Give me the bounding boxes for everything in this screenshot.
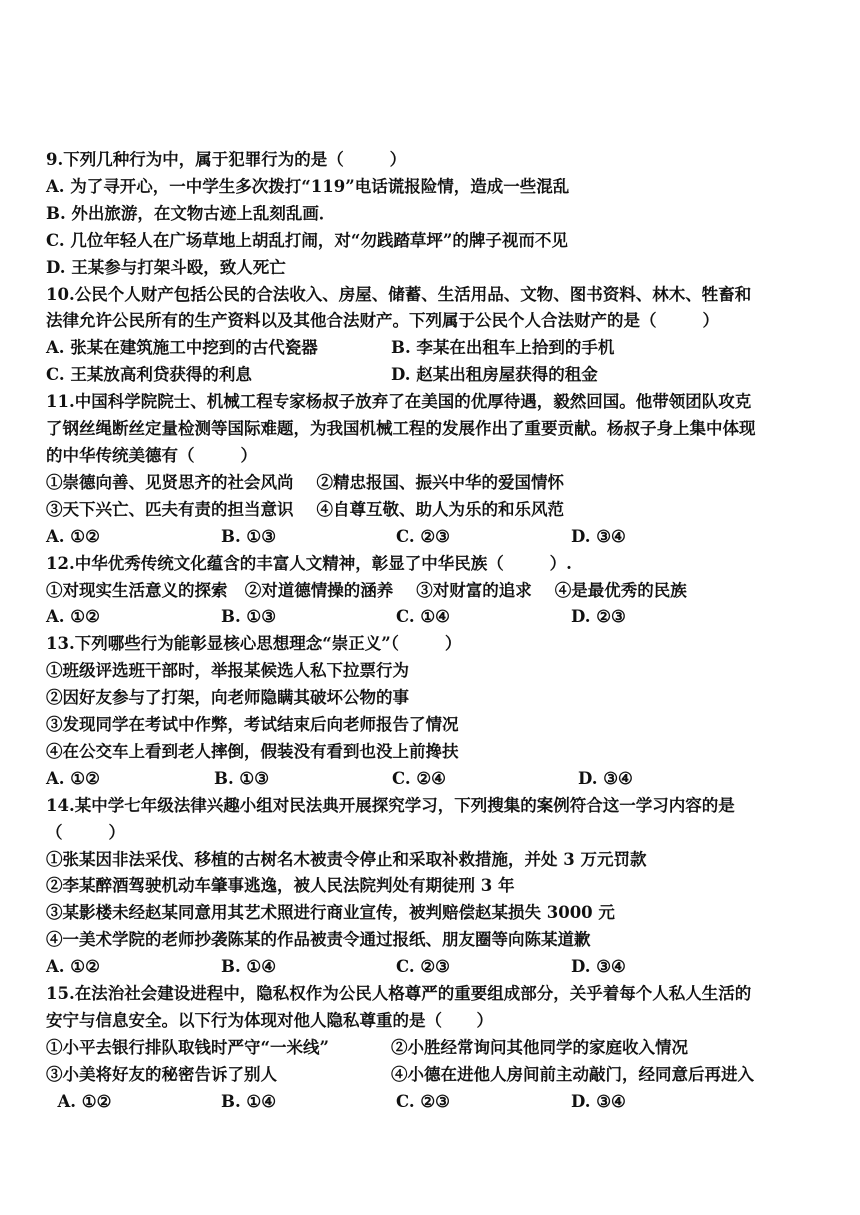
statement-line: ④在公交车上看到老人摔倒，假装没有看到也没上前搀扶 (46, 741, 459, 761)
choice-a: A. ①② (46, 1091, 112, 1111)
choice-d: D. ③④ (578, 768, 633, 788)
choice-d: D. ③④ (571, 957, 626, 977)
question-9 (46, 147, 826, 282)
question-stem: 11.中国科学院院士、机械工程专家杨叔子放弃了在美国的优厚待遇，毅然回国。他带领团队攻克 (46, 392, 752, 412)
statement-line: ①张某因非法采伐、移植的古树名木被责令停止和采取补救措施，并处 3 万元罚款 (46, 849, 647, 869)
choice-row (46, 766, 826, 793)
choice-a: A. ①② (46, 607, 100, 627)
statement-line: ③某影楼未经赵某同意用其艺术照进行商业宣传，被判赔偿赵某损失 3000 元 (46, 903, 615, 923)
question-stem: （ ） (46, 822, 125, 842)
choice-row (46, 524, 826, 551)
statement-1: ①小平去银行排队取钱时严守“一米线” (46, 1037, 329, 1057)
choice-row (46, 1089, 826, 1116)
choice-d: D. ②③ (571, 607, 626, 627)
option-row (46, 335, 826, 362)
choice-a: A. ①② (46, 526, 100, 546)
question-stem: 15.在法治社会建设进程中，隐私权作为公民人格尊严的重要组成部分，关乎着每个人私人生活的 (46, 984, 752, 1004)
question-15 (46, 981, 826, 1116)
statement-row (46, 1035, 826, 1062)
question-14 (46, 793, 826, 981)
statement-2: ②小胜经常询问其他同学的家庭收入情况 (391, 1037, 688, 1057)
choice-a: A. ①② (46, 957, 100, 977)
option-c: C. 几位年轻人在广场草地上胡乱打闹，对“勿践踏草坪”的牌子视而不见 (46, 230, 568, 250)
statement-row (46, 1062, 826, 1089)
choice-row (46, 954, 826, 981)
choice-b: B. ①③ (214, 768, 270, 788)
question-stem: 的中华传统美德有（ ） (46, 445, 257, 465)
question-stem: 10.公民个人财产包括公民的合法收入、房屋、储蓄、生活用品、文物、图书资料、林木、牲畜和 (46, 284, 752, 304)
statement-line: ①崇德向善、见贤思齐的社会风尚 ②精忠报国、振兴中华的爱国情怀 (46, 472, 564, 492)
option-d: D. 赵某出租房屋获得的租金 (391, 365, 598, 385)
question-stem: 12.中华优秀传统文化蕴含的丰富人文精神，彰显了中华民族（ ）. (46, 553, 572, 573)
option-b: B. 李某在出租车上拾到的手机 (391, 338, 615, 358)
choice-b: B. ①④ (221, 957, 277, 977)
statement-line: ②李某醉酒驾驶机动车肇事逃逸，被人民法院判处有期徒刑 3 年 (46, 876, 515, 896)
statement-4: ④小德在进他人房间前主动敲门，经同意后再进入 (391, 1064, 754, 1084)
statement-line: ①班级评选班干部时，举报某候选人私下拉票行为 (46, 661, 409, 681)
statement-line: ②因好友参与了打架，向老师隐瞒其破坏公物的事 (46, 688, 409, 708)
option-a: A. 为了寻开心，一中学生多次拨打“119”电话谎报险情，造成一些混乱 (46, 176, 570, 196)
question-11 (46, 389, 826, 550)
choice-c: C. ②③ (396, 526, 450, 546)
choice-a: A. ①② (46, 768, 100, 788)
question-12 (46, 551, 826, 632)
option-c: C. 王某放高利贷获得的利息 (46, 365, 252, 385)
choice-c: C. ②③ (396, 957, 450, 977)
option-d: D. 王某参与打架斗殴，致人死亡 (46, 257, 286, 277)
choice-c: C. ②③ (396, 1091, 450, 1111)
option-a: A. 张某在建筑施工中挖到的古代瓷器 (46, 338, 318, 358)
option-b: B. 外出旅游，在文物古迹上乱刻乱画． (46, 203, 336, 223)
question-stem: 法律允许公民所有的生产资料以及其他合法财产。下列属于公民个人合法财产的是（ ） (46, 311, 719, 331)
statement-line: ④一美术学院的老师抄袭陈某的作品被责令通过报纸、朋友圈等向陈某道歉 (46, 930, 591, 950)
statement-3: ③小美将好友的秘密告诉了别人 (46, 1064, 277, 1084)
choice-b: B. ①④ (221, 1091, 277, 1111)
choice-c: C. ①④ (396, 607, 450, 627)
choice-row (46, 604, 826, 631)
option-row (46, 362, 826, 389)
statement-line: ③天下兴亡、匹夫有责的担当意识 ④自尊互敬、助人为乐的和乐风范 (46, 499, 564, 519)
choice-c: C. ②④ (392, 768, 446, 788)
choice-b: B. ①③ (221, 607, 277, 627)
question-stem: 了钢丝绳断丝定量检测等国际难题，为我国机械工程的发展作出了重要贡献。杨叔子身上集中体现 (46, 419, 756, 439)
question-stem: 13.下列哪些行为能彰显核心思想理念“崇正义”（ ） (46, 634, 462, 654)
question-stem: 14.某中学七年级法律兴趣小组对民法典开展探究学习，下列搜集的案例符合这一学习内容的是 (46, 795, 735, 815)
question-10 (46, 282, 826, 390)
choice-b: B. ①③ (221, 526, 277, 546)
choice-d: D. ③④ (571, 526, 626, 546)
question-13 (46, 631, 826, 792)
statement-line: ①对现实生活意义的探索 ②对道德情操的涵养 ③对财富的追求 ④是最优秀的民族 (46, 580, 687, 600)
question-stem: 安宁与信息安全。以下行为体现对他人隐私尊重的是（ ） (46, 1011, 493, 1030)
question-stem: 9.下列几种行为中，属于犯罪行为的是（ ） (46, 150, 407, 169)
statement-line: ③发现同学在考试中作弊，考试结束后向老师报告了情况 (46, 715, 459, 735)
question-list (46, 147, 826, 1116)
choice-d: D. ③④ (571, 1091, 626, 1111)
